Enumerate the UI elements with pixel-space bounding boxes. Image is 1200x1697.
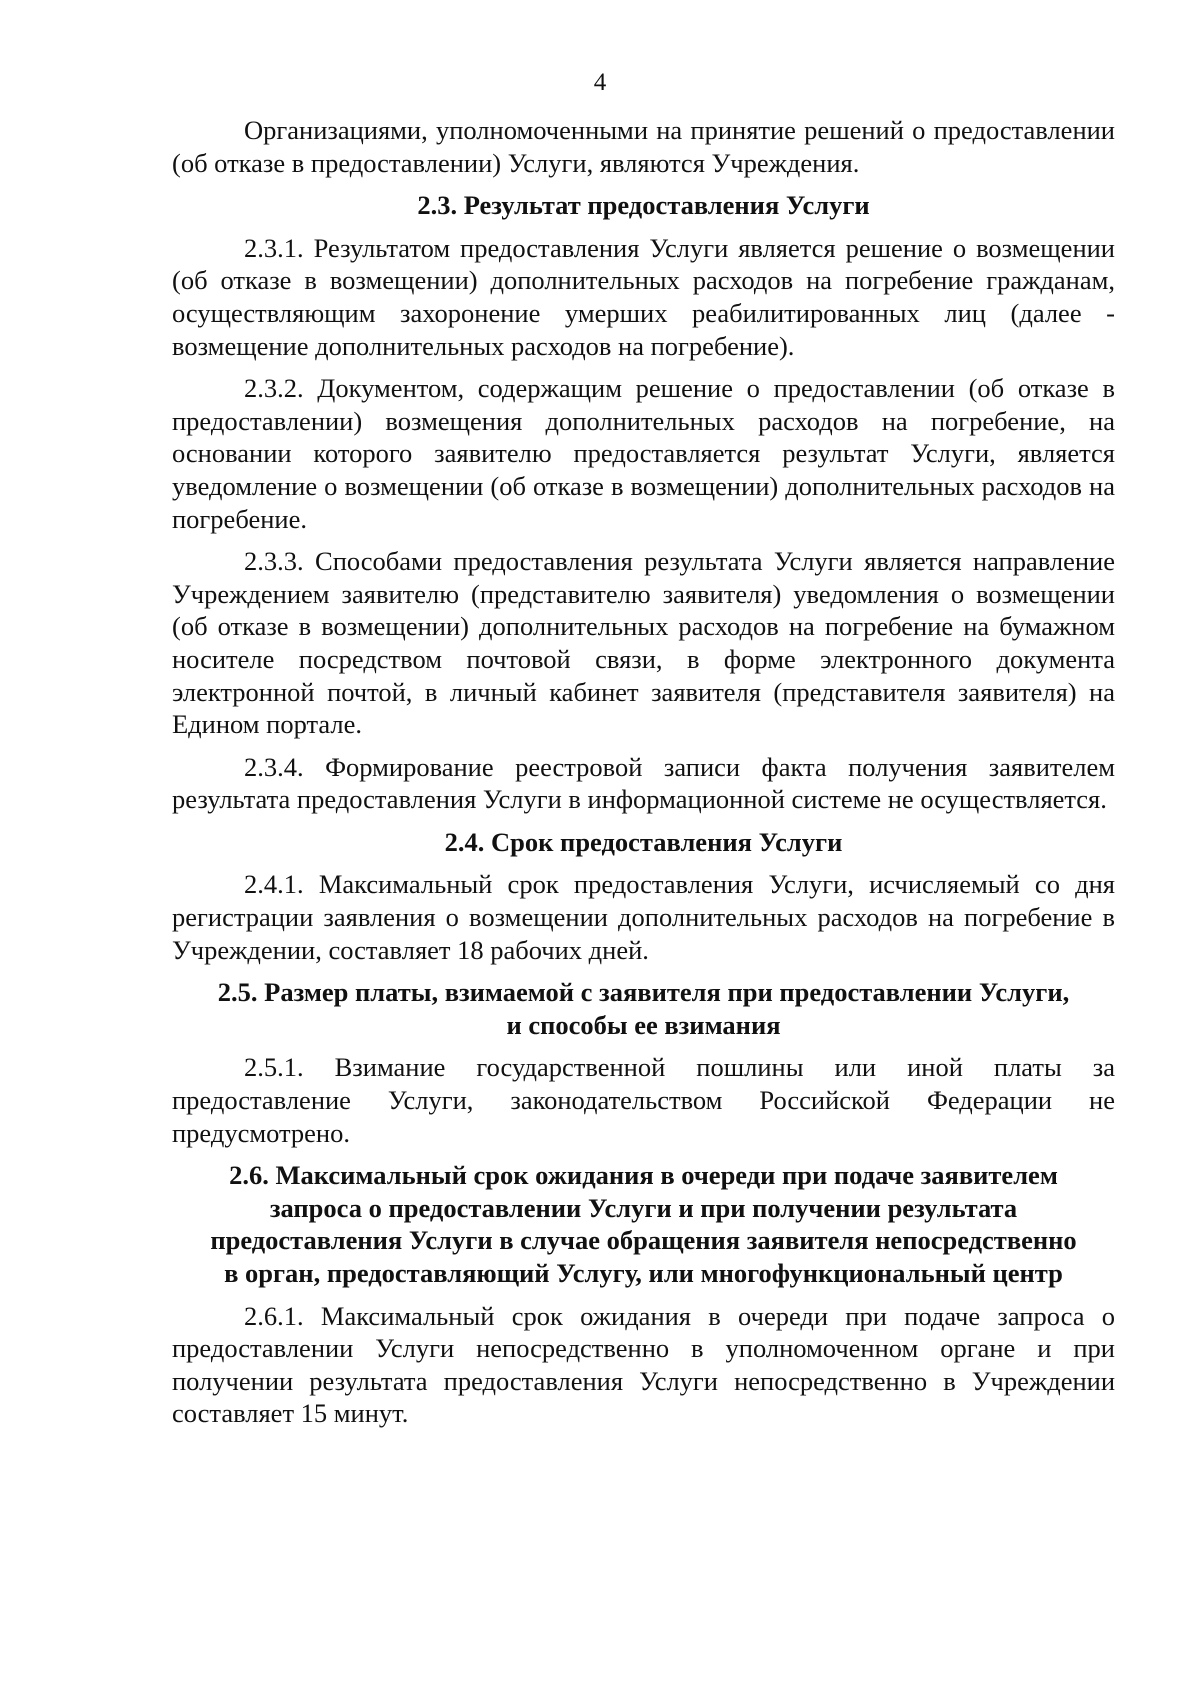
paragraph-2-4-1: 2.4.1. Максимальный срок предоставления Услуги, исчисляемый со дня регистрации заявления о возмещении дополнительных расходов на погребение в Учреждении, составляет 18 рабочих дней.: [172, 869, 1115, 965]
section-2-5-heading: [172, 976, 1115, 1041]
paragraph-2-5-1: 2.5.1. Взимание государственной пошлины или иной платы за предоставление Услуги, законодательством Российской Федерации не предусмотрено.: [172, 1052, 1115, 1148]
paragraph-2-3-4: 2.3.4. Формирование реестровой записи факта получения заявителем результата предоставления Услуги в информационной системе не осуществляется.: [172, 751, 1115, 815]
section-2-4-heading: 2.4. Срок предоставления Услуги: [444, 826, 843, 857]
section-2-5-heading-line: 2.5. Размер платы, взимаемой с заявителя при предоставлении Услуги,: [217, 977, 1070, 1008]
paragraph-2-3-3: 2.3.3. Способами предоставления результата Услуги является направление Учреждением заявителю (представителю заявителя) уведомления о возмещении (об отказе в возмещении) дополнительных расходов на погребение на бумажном носителе посредством почтовой связи, в форме электронного документа электронной почтой, в личный кабинет заявителя (представителя заявителя) на Едином портале.: [172, 546, 1115, 740]
page-number: 4: [593, 69, 607, 96]
section-2-5-heading-line: и способы ее взимания: [506, 1009, 781, 1040]
paragraph-2-6-1: 2.6.1. Максимальный срок ожидания в очереди при подаче запроса о предоставлении Услуги непосредственно в уполномоченном органе и при получении результата предоставления Услуги непосредственно в Учреждении составляет 15 минут.: [172, 1300, 1115, 1429]
paragraph-2-3-1: 2.3.1. Результатом предоставления Услуги является решение о возмещении (об отказе в возмещении) дополнительных расходов на погребение гражданам, осуществляющим захоронение умерших реабилитированных лиц (далее - возмещение дополнительных расходов на погребение).: [172, 232, 1115, 361]
section-2-3-heading: 2.3. Результат предоставления Услуги: [417, 190, 870, 221]
document-body: [172, 114, 1115, 1430]
section-2-6-heading-line: в орган, предоставляющий Услугу, или многофункциональный центр: [224, 1258, 1063, 1288]
section-2-6-heading: [172, 1159, 1115, 1289]
intro-paragraph: Организациями, уполномоченными на принятие решений о предоставлении (об отказе в предоставлении) Услуги, являются Учреждения.: [172, 115, 1115, 178]
section-2-6-heading-line: запроса о предоставлении Услуги и при получении результата: [269, 1192, 1018, 1223]
section-2-6-heading-line: предоставления Услуги в случае обращения заявителя непосредственно: [210, 1225, 1077, 1256]
section-2-6-heading-line: 2.6. Максимальный срок ожидания в очереди при подаче заявителем: [229, 1160, 1058, 1191]
paragraph-2-3-2: 2.3.2. Документом, содержащим решение о предоставлении (об отказе в предоставлении) возмещения дополнительных расходов на погребение, на основании которого заявителю предоставляется результат Услуги, является уведомление о возмещении (об отказе в возмещении) дополнительных расходов на погребение.: [172, 373, 1115, 534]
